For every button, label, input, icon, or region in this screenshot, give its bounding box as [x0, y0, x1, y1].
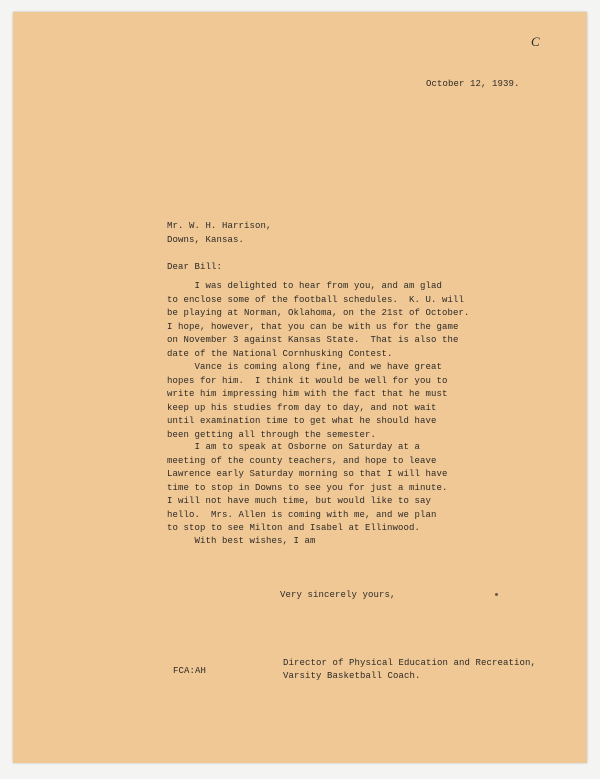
ink-speck	[495, 593, 498, 596]
paragraph-1	[167, 280, 470, 361]
paragraph-2	[167, 361, 448, 442]
letter-date: October 12, 1939.	[426, 79, 520, 89]
text-line: to stop to see Milton and Isabel at Ellinwood.	[167, 523, 421, 533]
text-line: time to stop in Downs to see you for just a minute.	[167, 482, 448, 493]
text-line: date of the National Cornhusking Contest.	[167, 348, 393, 359]
corner-mark: C	[531, 34, 540, 49]
text-line: Vance is coming along fine, and we have great	[167, 362, 443, 372]
salutation: Dear Bill:	[167, 262, 223, 272]
text-line: write him impressing him with the fact that he must	[167, 389, 448, 399]
text-line: Lawrence early Saturday morning so that I will have	[167, 469, 448, 479]
typist-initials: FCA:AH	[173, 666, 207, 676]
text-line: I will not have much time, but would like to say	[167, 496, 432, 506]
text-line: be playing at Norman, Oklahoma, on the 21st of October.	[167, 308, 470, 318]
text-line: hopes for him. I think it would be well for you to	[167, 375, 448, 386]
paragraph-3	[167, 441, 448, 536]
text-line: been getting all through the semester.	[167, 429, 377, 440]
text-line: I hope, however, that you can be with us for the game	[167, 321, 459, 332]
text-line: I was delighted to hear from you, and am glad	[167, 281, 443, 291]
recipient-location: Downs, Kansas.	[167, 235, 245, 245]
signature-title-line: Director of Physical Education and Recreation,	[283, 658, 537, 668]
text-line: I am to speak at Osborne on Saturday at a	[167, 442, 421, 452]
text-line: With best wishes, I am	[167, 536, 316, 546]
text-line: to enclose some of the football schedules. K. U. will	[167, 294, 465, 305]
text-line: meeting of the county teachers, and hope to leave	[167, 455, 437, 466]
text-line: keep up his studies from day to day, and not wait	[167, 402, 437, 413]
text-line: on November 3 against Kansas State. That is also the	[167, 335, 459, 345]
signature-title-line: Varsity Basketball Coach.	[283, 671, 421, 681]
recipient-name: Mr. W. H. Harrison,	[167, 221, 272, 231]
text-line: until examination time to get what he should have	[167, 416, 437, 426]
text-line: hello. Mrs. Allen is coming with me, and we plan	[167, 509, 437, 520]
complimentary-close: Very sincerely yours,	[280, 590, 396, 600]
paragraph-4	[167, 535, 316, 549]
